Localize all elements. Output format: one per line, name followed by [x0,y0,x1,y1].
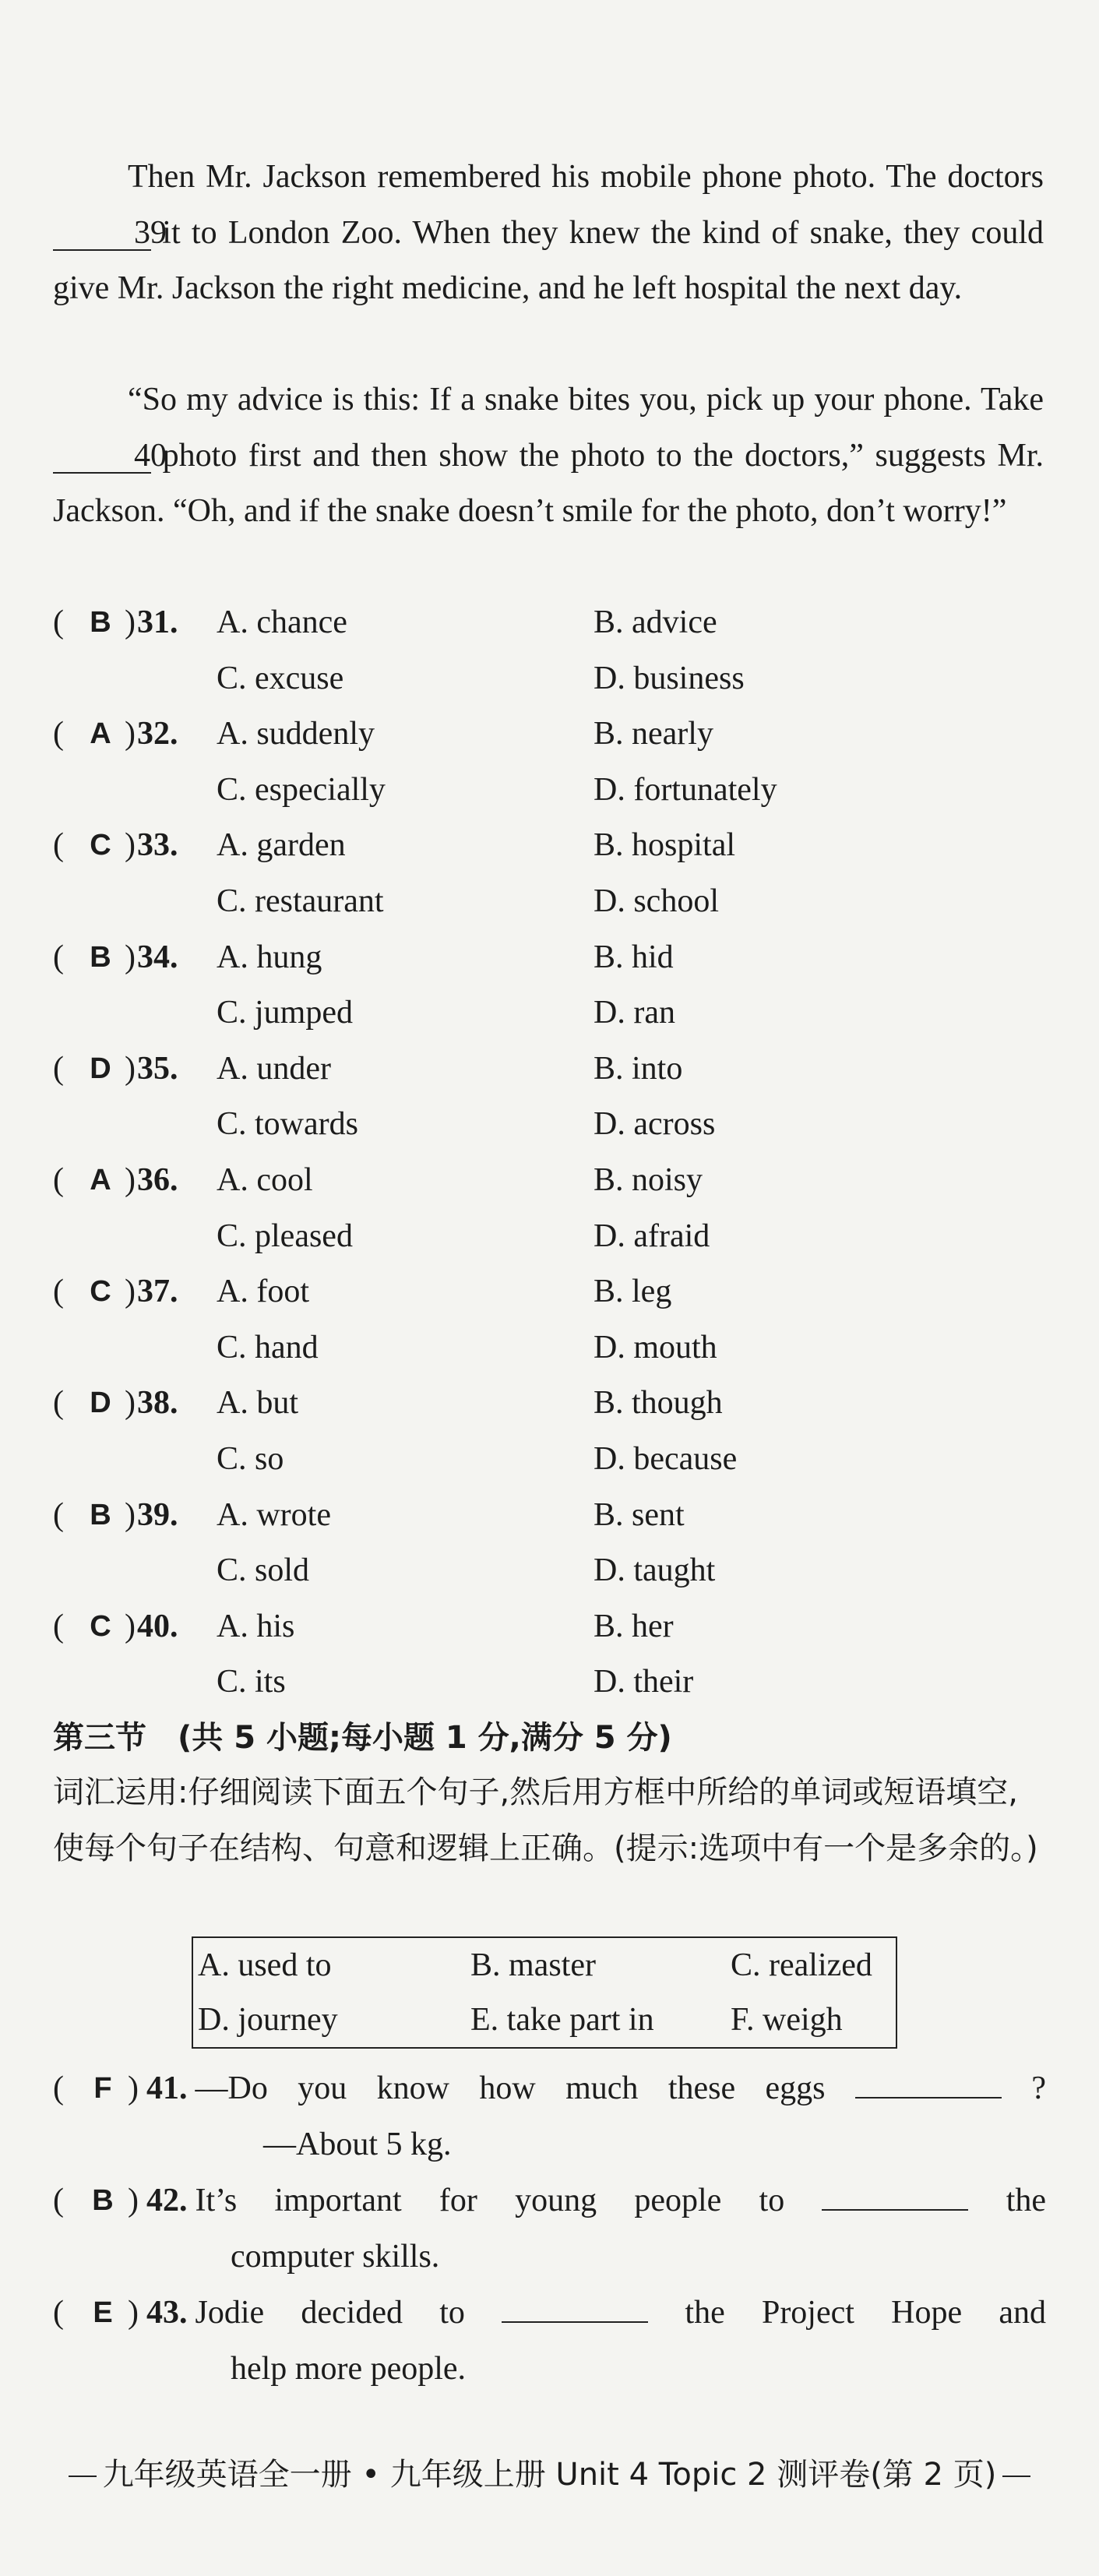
blank-40: 40 [53,439,151,474]
option-d: D. across [594,1106,716,1143]
option-a: A. but [217,1385,298,1422]
question-row [53,1263,1058,1320]
left-paren: ( [53,716,64,752]
option-a: A. cool [217,1162,313,1198]
question-row [53,706,1058,762]
question-line-2: help more people. [231,2351,467,2387]
footer-text: 九年级英语全一册 • 九年级上册 Unit 4 Topic 2 测评卷(第 2 页) [102,2457,997,2493]
left-paren: ( [53,939,64,975]
vocabulary-question [53,2173,1046,2285]
question-row-second-line [53,650,1058,707]
page-footer [0,2447,1099,2502]
vocabulary-question [53,2285,1046,2397]
answer-blank[interactable] [822,2184,968,2211]
option-b: B. hid [594,939,674,975]
option-c: C. pleased [217,1218,353,1254]
question-number: 34. [137,939,178,975]
option-a: A. suddenly [217,716,375,752]
option-d: D. school [594,883,719,919]
question-row [53,594,1058,650]
word-option-c: C. realized [731,1947,872,1983]
left-paren: ( [53,827,64,864]
word-option-d: D. journey [198,2002,338,2038]
option-d: D. because [594,1441,738,1477]
left-paren: ( [53,1050,64,1087]
answer-letter: B [90,606,111,639]
question-number: 42. [146,2183,188,2218]
paragraph-2-text-start: “So my advice is this: If a snake bites you, pick up your phone. Take [128,382,1044,418]
option-b: B. hospital [594,827,736,864]
question-number: 33. [137,827,178,864]
question-text-end: ? [1031,2070,1046,2106]
question-line-2: computer skills. [231,2239,440,2275]
option-d: D. taught [594,1552,716,1589]
option-b: B. sent [594,1496,685,1533]
option-b: B. her [594,1608,674,1644]
answer-blank[interactable] [502,2296,648,2323]
word-option-a: A. used to [198,1947,332,1983]
footer-dash-right [1002,2476,1030,2477]
option-b: B. into [594,1050,683,1087]
question-row [53,1152,1058,1208]
question-row-second-line [53,1208,1058,1264]
option-c: C. jumped [217,995,353,1031]
question-row [53,1487,1058,1543]
word-option-e: E. take part in [470,2002,654,2038]
answer-letter: D [90,1052,111,1085]
question-line-1 [146,2060,1046,2116]
question-number: 35. [137,1050,178,1087]
option-b: B. noisy [594,1162,703,1198]
question-number: 40. [137,1608,178,1644]
option-d: D. afraid [594,1218,710,1254]
vocabulary-question [53,2060,1046,2173]
question-number: 36. [137,1162,178,1198]
option-c: C. hand [217,1329,319,1366]
right-paren: ) [125,1050,136,1087]
option-a: A. under [217,1050,331,1087]
passage-paragraph-2 [53,372,1044,540]
passage-paragraph-1 [53,150,1044,317]
answer-letter: A [90,1164,111,1196]
right-paren: ) [125,604,136,640]
left-paren: ( [53,1162,64,1198]
option-c: C. restaurant [217,883,384,919]
right-paren: ) [125,939,136,975]
option-a: A. foot [217,1274,309,1310]
option-c: C. so [217,1441,284,1477]
question-line-1 [146,2285,1046,2341]
right-paren: ) [125,1162,136,1198]
right-paren: ) [128,2295,139,2331]
question-number: 32. [137,716,178,752]
left-paren: ( [53,1274,64,1310]
option-a: A. wrote [217,1496,331,1533]
option-c: C. its [217,1664,286,1700]
word-option-f: F. weigh [731,2002,843,2038]
right-paren: ) [125,1496,136,1533]
question-row-second-line [53,1654,1058,1710]
question-number: 43. [146,2295,188,2331]
option-a: A. chance [217,604,347,640]
question-text: It’s important for young people to [195,2183,785,2218]
paragraph-2-text-end: photo first and then show the photo to the doctors,” suggests Mr. Jackson. “Oh, and if the snake doesn’t smile for the photo, don’t worry!” [53,437,1044,529]
answer-letter: D [90,1387,111,1420]
word-option-b: B. master [470,1947,596,1983]
blank-39: 39 [53,217,151,251]
right-paren: ) [125,1274,136,1310]
option-a: A. hung [217,939,322,975]
question-row-second-line [53,1542,1058,1598]
word-bank-box [192,1936,897,2049]
left-paren: ( [53,2070,64,2106]
question-row [53,1375,1058,1431]
question-text-end: the Project Hope and [685,2295,1047,2331]
right-paren: ) [128,2183,139,2218]
paragraph-1-text-start: Then Mr. Jackson remembered his mobile phone photo. The doctors [128,159,1044,195]
section-3-instruction: 词汇运用:仔细阅读下面五个句子,然后用方框中所给的单词或短语填空,使每个句子在结构、句意和逻辑上正确。(提示:选项中有一个是多余的。) [53,1774,1038,1866]
question-number: 39. [137,1496,178,1533]
right-paren: ) [125,1608,136,1644]
answer-letter: E [93,2296,113,2329]
question-text-end: the [1006,2183,1046,2218]
option-a: A. garden [217,827,346,864]
left-paren: ( [53,2183,64,2218]
right-paren: ) [125,827,136,864]
question-row [53,929,1058,985]
answer-letter: B [92,2184,114,2217]
question-row-second-line [53,1096,1058,1152]
left-paren: ( [53,1496,64,1533]
question-row-second-line [53,985,1058,1041]
answer-blank[interactable] [855,2072,1002,2099]
right-paren: ) [128,2070,139,2106]
option-c: C. sold [217,1552,310,1589]
question-row [53,1041,1058,1097]
option-c: C. towards [217,1106,358,1143]
left-paren: ( [53,604,64,640]
answer-letter: C [90,829,111,862]
paragraph-1-text-end: it to London Zoo. When they knew the kind of snake, they could give Mr. Jackson the right medicine, and he left hospital the next day. [53,214,1044,306]
option-c: C. excuse [217,660,344,696]
question-text: Jodie decided to [195,2295,465,2331]
question-number: 37. [137,1274,178,1310]
footer-dash-left [69,2476,97,2477]
right-paren: ) [125,716,136,752]
answer-letter: B [90,940,111,974]
question-row-second-line [53,1320,1058,1376]
option-d: D. their [594,1664,694,1700]
option-c: C. especially [217,771,386,808]
question-number: 31. [137,604,178,640]
left-paren: ( [53,1608,64,1644]
left-paren: ( [53,1385,64,1422]
section-3-title: 第三节 (共 5 小题;每小题 1 分,满分 5 分) [53,1720,672,1756]
answer-letter: B [90,1498,111,1531]
question-row-second-line [53,873,1058,929]
answer-letter: C [90,1275,111,1309]
question-number: 38. [137,1385,178,1422]
option-d: D. mouth [594,1329,717,1366]
question-line-1 [146,2173,1046,2229]
option-b: B. nearly [594,716,713,752]
option-b: B. leg [594,1274,672,1310]
option-d: D. business [594,660,745,696]
answer-letter: A [90,717,111,751]
question-text: —Do you know how much these eggs [195,2070,826,2106]
question-line-2: —About 5 kg. [263,2127,452,2162]
question-row [53,817,1058,873]
option-d: D. fortunately [594,771,777,808]
left-paren: ( [53,2295,64,2331]
option-b: B. though [594,1385,723,1422]
right-paren: ) [125,1385,136,1422]
option-d: D. ran [594,995,675,1031]
question-row [53,1598,1058,1654]
option-b: B. advice [594,604,717,640]
option-a: A. his [217,1608,295,1644]
answer-letter: F [93,2072,112,2105]
question-row-second-line [53,1431,1058,1487]
question-number: 41. [146,2070,188,2106]
answer-letter: C [90,1609,111,1643]
question-row-second-line [53,762,1058,818]
